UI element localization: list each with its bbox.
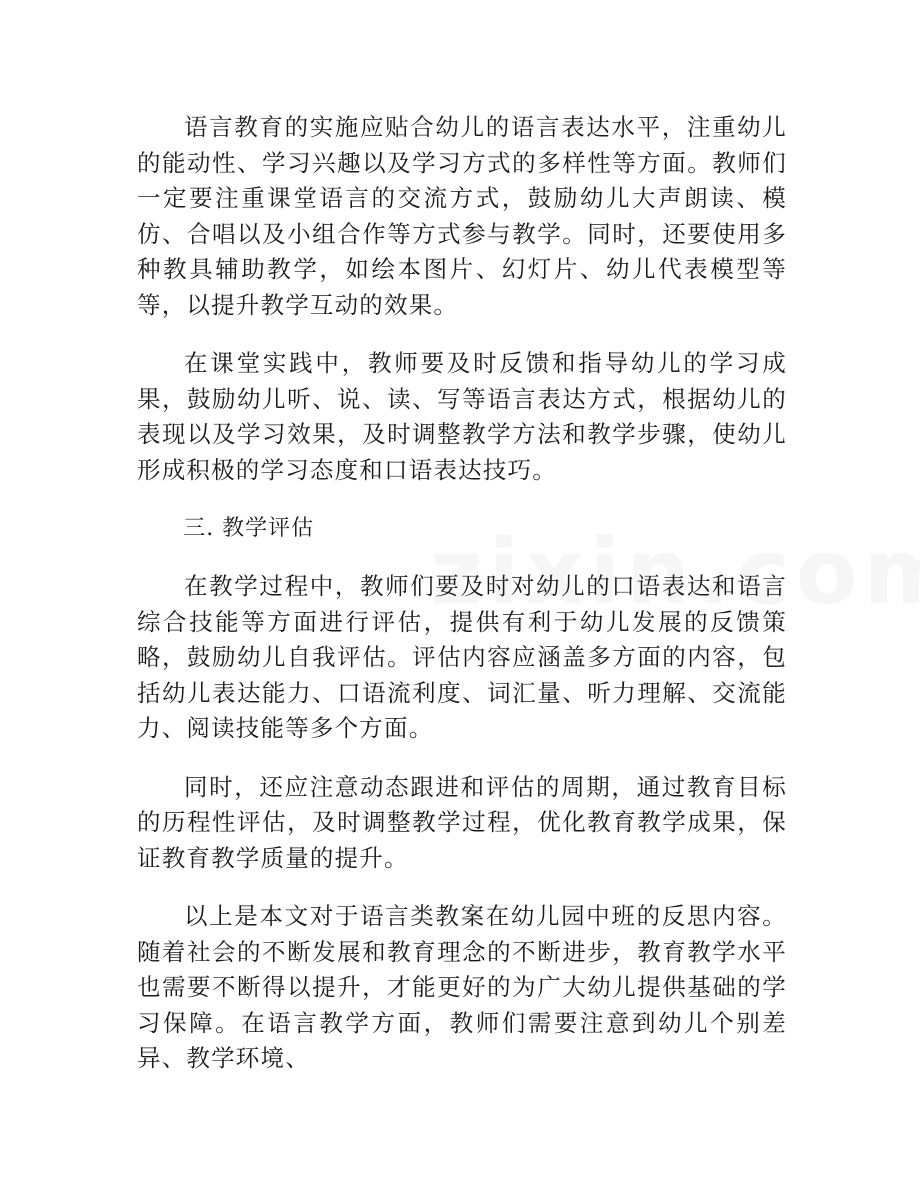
paragraph-evaluation-process: 在教学过程中，教师们要及时对幼儿的口语表达和语言综合技能等方面进行评估，提供有利于幼儿发展的反馈策略，鼓励幼儿自我评估。评估内容应涵盖多方面的内容，包括幼儿表达能力、口语流利度、词汇量、听力理解、交流能力、阅读技能等多个方面。 [137, 572, 787, 742]
paragraph-evaluation-cycle: 同时，还应注意动态跟进和评估的周期，通过教育目标的历程性评估，及时调整教学过程，优化教育教学成果，保证教育教学质量的提升。 [137, 772, 787, 872]
paragraph-conclusion: 以上是本文对于语言类教案在幼儿园中班的反思内容。随着社会的不断发展和教育理念的不断进步，教育教学水平也需要不断得以提升，才能更好的为广大幼儿提供基础的学习保障。在语言教学方面，教师们需要注意到幼儿个别差异、教学环境、 [137, 902, 787, 1072]
section-heading-teaching-evaluation: 三. 教学评估 [183, 516, 315, 541]
paragraph-teaching-implementation: 语言教育的实施应贴合幼儿的语言表达水平，注重幼儿的能动性、学习兴趣以及学习方式的多样性等方面。教师们一定要注重课堂语言的交流方式，鼓励幼儿大声朗读、模仿、合唱以及小组合作等方式参与教学。同时，还要使用多种教具辅助教学，如绘本图片、幻灯片、幼儿代表模型等等，以提升教学互动的效果。 [137, 113, 787, 319]
paragraph-classroom-practice: 在课堂实践中，教师要及时反馈和指导幼儿的学习成果，鼓励幼儿听、说、读、写等语言表达方式，根据幼儿的表现以及学习效果，及时调整教学方法和教学步骤，使幼儿形成积极的学习态度和口语表达技巧。 [137, 349, 787, 484]
document-body [137, 110, 787, 1100]
